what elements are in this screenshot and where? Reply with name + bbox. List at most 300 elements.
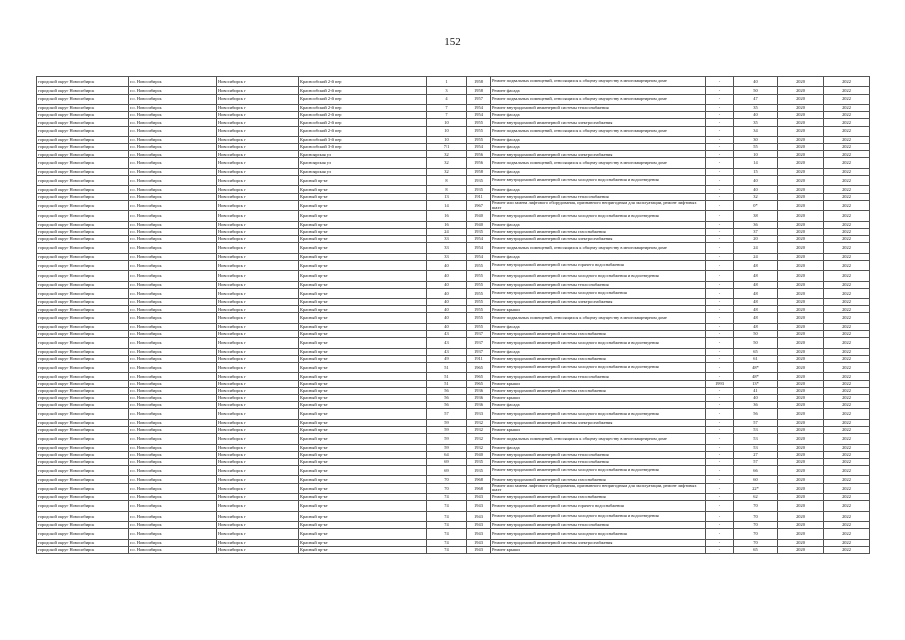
- year-built-cell: 1932: [467, 426, 491, 433]
- last-repair-cell: -: [706, 426, 734, 433]
- last-repair-cell: -: [706, 522, 734, 529]
- year-built-cell: 1954: [467, 235, 491, 242]
- district-cell: г.о. Новосибирск: [129, 380, 217, 387]
- street-cell: Красный пр-кт: [299, 529, 427, 539]
- municipality-cell: городской округ Новосибирск: [37, 77, 129, 87]
- start-year-cell: 2020: [778, 338, 824, 348]
- house-cell: 43: [427, 331, 467, 338]
- last-repair-cell: -: [706, 288, 734, 298]
- district-cell: г.о. Новосибирск: [129, 253, 217, 260]
- work-type-cell: Ремонт фасада: [491, 221, 706, 228]
- street-cell: Красный пр-кт: [299, 387, 427, 394]
- house-cell: 43: [427, 348, 467, 355]
- start-year-cell: 2020: [778, 444, 824, 451]
- city-cell: Новосибирск г: [217, 211, 299, 221]
- last-repair-cell: -: [706, 387, 734, 394]
- start-year-cell: 2020: [778, 511, 824, 521]
- year-built-cell: 1937: [467, 348, 491, 355]
- house-cell: 74: [427, 529, 467, 539]
- wear-cell: 55: [734, 144, 778, 151]
- city-cell: Новосибирск г: [217, 200, 299, 210]
- year-built-cell: 1943: [467, 501, 491, 511]
- district-cell: г.о. Новосибирск: [129, 306, 217, 313]
- municipality-cell: городской округ Новосибирск: [37, 136, 129, 143]
- year-built-cell: 1932: [467, 444, 491, 451]
- year-built-cell: 1943: [467, 546, 491, 553]
- end-year-cell: 2022: [824, 119, 870, 126]
- work-type-cell: Ремонт подвальных помещений, относящихся к общему имуществу в многоквартирном доме: [491, 313, 706, 323]
- year-built-cell: 1955: [467, 260, 491, 270]
- end-year-cell: 2022: [824, 281, 870, 288]
- last-repair-cell: -: [706, 151, 734, 158]
- start-year-cell: 2020: [778, 119, 824, 126]
- table-row: [37, 193, 870, 200]
- wear-cell: 48: [734, 299, 778, 306]
- work-type-cell: Ремонт внутридомовой инженерной системы теплоснабжения: [491, 458, 706, 465]
- city-cell: Новосибирск г: [217, 323, 299, 330]
- work-type-cell: Ремонт внутридомовой инженерной системы электроснабжения: [491, 151, 706, 158]
- street-cell: Красный пр-кт: [299, 281, 427, 288]
- municipality-cell: городской округ Новосибирск: [37, 522, 129, 529]
- year-built-cell: 1965: [467, 380, 491, 387]
- last-repair-cell: -: [706, 281, 734, 288]
- table-row: [37, 235, 870, 242]
- year-built-cell: 1955: [467, 271, 491, 281]
- end-year-cell: 2022: [824, 200, 870, 210]
- start-year-cell: 2020: [778, 144, 824, 151]
- table-row: [37, 444, 870, 451]
- work-type-cell: Ремонт внутридомовой инженерной системы электроснабжения: [491, 235, 706, 242]
- district-cell: г.о. Новосибирск: [129, 373, 217, 380]
- end-year-cell: 2022: [824, 87, 870, 94]
- wear-cell: 36: [734, 221, 778, 228]
- house-cell: 64: [427, 451, 467, 458]
- work-type-cell: Ремонт внутридомовой инженерной системы холодного водоснабжения и водоотведения: [491, 211, 706, 221]
- municipality-cell: городской округ Новосибирск: [37, 112, 129, 119]
- district-cell: г.о. Новосибирск: [129, 483, 217, 493]
- last-repair-cell: -: [706, 434, 734, 444]
- wear-cell: 70: [734, 529, 778, 539]
- end-year-cell: 2022: [824, 313, 870, 323]
- city-cell: Новосибирск г: [217, 221, 299, 228]
- work-type-cell: Ремонт фасада: [491, 136, 706, 143]
- table-row: [37, 466, 870, 476]
- city-cell: Новосибирск г: [217, 419, 299, 426]
- work-type-cell: Ремонт подвальных помещений, относящихся к общему имуществу в многоквартирном доме: [491, 94, 706, 104]
- municipality-cell: городской округ Новосибирск: [37, 494, 129, 501]
- street-cell: Красный пр-кт: [299, 288, 427, 298]
- street-cell: Краснообский 2-й пер: [299, 87, 427, 94]
- street-cell: Красный пр-кт: [299, 253, 427, 260]
- city-cell: Новосибирск г: [217, 136, 299, 143]
- table-row: [37, 288, 870, 298]
- city-cell: Новосибирск г: [217, 444, 299, 451]
- last-repair-cell: -: [706, 546, 734, 553]
- end-year-cell: 2022: [824, 476, 870, 483]
- municipality-cell: городской округ Новосибирск: [37, 193, 129, 200]
- house-cell: 74: [427, 522, 467, 529]
- street-cell: Краснообский 3-й пер: [299, 144, 427, 151]
- work-type-cell: Ремонт подвальных помещений, относящихся к общему имуществу в многоквартирном доме: [491, 126, 706, 136]
- work-type-cell: Ремонт фасада: [491, 402, 706, 409]
- district-cell: г.о. Новосибирск: [129, 193, 217, 200]
- table-row: [37, 501, 870, 511]
- city-cell: Новосибирск г: [217, 253, 299, 260]
- start-year-cell: 2020: [778, 228, 824, 235]
- last-repair-cell: -: [706, 176, 734, 186]
- house-cell: 33: [427, 253, 467, 260]
- year-built-cell: 1955: [467, 136, 491, 143]
- table-row: [37, 281, 870, 288]
- city-cell: Новосибирск г: [217, 483, 299, 493]
- table-row: [37, 373, 870, 380]
- end-year-cell: 2022: [824, 402, 870, 409]
- street-cell: Краснообский 3-й пер: [299, 136, 427, 143]
- street-cell: Красный пр-кт: [299, 419, 427, 426]
- year-built-cell: 1940: [467, 451, 491, 458]
- year-built-cell: 1943: [467, 522, 491, 529]
- end-year-cell: 2022: [824, 211, 870, 221]
- wear-cell: 48: [734, 288, 778, 298]
- year-built-cell: 1940: [467, 211, 491, 221]
- house-cell: 51: [427, 380, 467, 387]
- wear-cell: 48: [734, 271, 778, 281]
- last-repair-cell: -: [706, 211, 734, 221]
- table-row: [37, 355, 870, 362]
- house-cell: 40: [427, 299, 467, 306]
- end-year-cell: 2022: [824, 444, 870, 451]
- last-repair-cell: -: [706, 228, 734, 235]
- district-cell: г.о. Новосибирск: [129, 158, 217, 168]
- city-cell: Новосибирск г: [217, 387, 299, 394]
- wear-cell: 24: [734, 243, 778, 253]
- start-year-cell: 2020: [778, 271, 824, 281]
- house-cell: 32: [427, 168, 467, 175]
- start-year-cell: 2020: [778, 451, 824, 458]
- table-row: [37, 112, 870, 119]
- municipality-cell: городской округ Новосибирск: [37, 176, 129, 186]
- start-year-cell: 2020: [778, 363, 824, 373]
- house-cell: 14: [427, 200, 467, 210]
- year-built-cell: 1935: [467, 228, 491, 235]
- wear-cell: 50: [734, 338, 778, 348]
- last-repair-cell: -: [706, 306, 734, 313]
- municipality-cell: городской округ Новосибирск: [37, 323, 129, 330]
- wear-cell: 53: [734, 426, 778, 433]
- city-cell: Новосибирск г: [217, 501, 299, 511]
- wear-cell: 15: [734, 168, 778, 175]
- last-repair-cell: -: [706, 87, 734, 94]
- street-cell: Красный пр-кт: [299, 546, 427, 553]
- city-cell: Новосибирск г: [217, 228, 299, 235]
- table-row: [37, 186, 870, 193]
- last-repair-cell: -: [706, 260, 734, 270]
- district-cell: г.о. Новосибирск: [129, 186, 217, 193]
- municipality-cell: городской округ Новосибирск: [37, 451, 129, 458]
- start-year-cell: 2020: [778, 494, 824, 501]
- start-year-cell: 2020: [778, 355, 824, 362]
- street-cell: Красный пр-кт: [299, 331, 427, 338]
- district-cell: г.о. Новосибирск: [129, 211, 217, 221]
- wear-cell: 66: [734, 466, 778, 476]
- start-year-cell: 2020: [778, 235, 824, 242]
- start-year-cell: 2020: [778, 529, 824, 539]
- last-repair-cell: -: [706, 409, 734, 419]
- house-cell: 3: [427, 87, 467, 94]
- city-cell: Новосибирск г: [217, 426, 299, 433]
- city-cell: Новосибирск г: [217, 434, 299, 444]
- city-cell: Новосибирск г: [217, 299, 299, 306]
- work-type-cell: Ремонт фасада: [491, 168, 706, 175]
- street-cell: Красный пр-кт: [299, 402, 427, 409]
- street-cell: Красный пр-кт: [299, 444, 427, 451]
- wear-cell: 65: [734, 348, 778, 355]
- street-cell: Красный пр-кт: [299, 235, 427, 242]
- district-cell: г.о. Новосибирск: [129, 501, 217, 511]
- house-cell: 10: [427, 126, 467, 136]
- work-type-cell: Ремонт внутридомовой инженерной системы газоснабжения: [491, 331, 706, 338]
- year-built-cell: 1935: [467, 458, 491, 465]
- district-cell: г.о. Новосибирск: [129, 94, 217, 104]
- last-repair-cell: -: [706, 402, 734, 409]
- work-type-cell: Ремонт подвальных помещений, относящихся к общему имуществу в многоквартирном доме: [491, 434, 706, 444]
- municipality-cell: городской округ Новосибирск: [37, 529, 129, 539]
- last-repair-cell: -: [706, 444, 734, 451]
- year-built-cell: 1933: [467, 409, 491, 419]
- work-type-cell: Ремонт фасада: [491, 186, 706, 193]
- house-cell: 70: [427, 483, 467, 493]
- wear-cell: 32: [734, 193, 778, 200]
- municipality-cell: городской округ Новосибирск: [37, 348, 129, 355]
- street-cell: Красный пр-кт: [299, 299, 427, 306]
- table-row: [37, 158, 870, 168]
- end-year-cell: 2022: [824, 243, 870, 253]
- last-repair-cell: -: [706, 355, 734, 362]
- wear-cell: 65: [734, 546, 778, 553]
- wear-cell: 20: [734, 235, 778, 242]
- wear-cell: 38: [734, 211, 778, 221]
- work-type-cell: Ремонт крыши: [491, 394, 706, 401]
- house-cell: 7: [427, 112, 467, 119]
- district-cell: г.о. Новосибирск: [129, 539, 217, 546]
- year-built-cell: 1932: [467, 419, 491, 426]
- district-cell: г.о. Новосибирск: [129, 221, 217, 228]
- last-repair-cell: -: [706, 363, 734, 373]
- district-cell: г.о. Новосибирск: [129, 348, 217, 355]
- municipality-cell: городской округ Новосибирск: [37, 119, 129, 126]
- street-cell: Красный пр-кт: [299, 426, 427, 433]
- wear-cell: 48: [734, 306, 778, 313]
- last-repair-cell: -: [706, 331, 734, 338]
- table-row: [37, 451, 870, 458]
- city-cell: Новосибирск г: [217, 331, 299, 338]
- year-built-cell: 1936: [467, 387, 491, 394]
- wear-cell: 40: [734, 186, 778, 193]
- end-year-cell: 2022: [824, 112, 870, 119]
- last-repair-cell: -: [706, 271, 734, 281]
- house-cell: 10: [427, 136, 467, 143]
- work-type-cell: Ремонт крыши: [491, 306, 706, 313]
- start-year-cell: 2020: [778, 94, 824, 104]
- table-row: [37, 387, 870, 394]
- work-type-cell: Ремонт внутридомовой инженерной системы теплоснабжения: [491, 373, 706, 380]
- wear-cell: 48: [734, 313, 778, 323]
- end-year-cell: 2022: [824, 419, 870, 426]
- last-repair-cell: -: [706, 394, 734, 401]
- municipality-cell: городской округ Новосибирск: [37, 402, 129, 409]
- last-repair-cell: -: [706, 451, 734, 458]
- district-cell: г.о. Новосибирск: [129, 466, 217, 476]
- district-cell: г.о. Новосибирск: [129, 77, 217, 87]
- municipality-cell: городской округ Новосибирск: [37, 458, 129, 465]
- start-year-cell: 2020: [778, 539, 824, 546]
- table-row: [37, 426, 870, 433]
- last-repair-cell: -: [706, 221, 734, 228]
- table-row: [37, 243, 870, 253]
- work-type-cell: Ремонт внутридомовой инженерной системы холодного водоснабжения: [491, 529, 706, 539]
- table-row: [37, 271, 870, 281]
- municipality-cell: городской округ Новосибирск: [37, 126, 129, 136]
- year-built-cell: 1955: [467, 288, 491, 298]
- house-cell: 13: [427, 193, 467, 200]
- start-year-cell: 2020: [778, 331, 824, 338]
- house-cell: 74: [427, 546, 467, 553]
- city-cell: Новосибирск г: [217, 409, 299, 419]
- table-row: [37, 136, 870, 143]
- last-repair-cell: -: [706, 193, 734, 200]
- year-built-cell: 1954: [467, 104, 491, 111]
- wear-cell: 24: [734, 253, 778, 260]
- street-cell: Краснообский 2-й пер: [299, 112, 427, 119]
- street-cell: Красный пр-кт: [299, 211, 427, 221]
- table-row: [37, 151, 870, 158]
- municipality-cell: городской округ Новосибирск: [37, 387, 129, 394]
- city-cell: Новосибирск г: [217, 151, 299, 158]
- start-year-cell: 2020: [778, 501, 824, 511]
- end-year-cell: 2022: [824, 363, 870, 373]
- municipality-cell: городской округ Новосибирск: [37, 539, 129, 546]
- municipality-cell: городской округ Новосибирск: [37, 281, 129, 288]
- wear-cell: 40: [734, 112, 778, 119]
- wear-cell: 40: [734, 394, 778, 401]
- year-built-cell: 1958: [467, 87, 491, 94]
- table-row: [37, 168, 870, 175]
- district-cell: г.о. Новосибирск: [129, 529, 217, 539]
- city-cell: Новосибирск г: [217, 522, 299, 529]
- end-year-cell: 2022: [824, 193, 870, 200]
- start-year-cell: 2020: [778, 243, 824, 253]
- table-row: [37, 394, 870, 401]
- end-year-cell: 2022: [824, 271, 870, 281]
- municipality-cell: городской округ Новосибирск: [37, 511, 129, 521]
- district-cell: г.о. Новосибирск: [129, 119, 217, 126]
- district-cell: г.о. Новосибирск: [129, 331, 217, 338]
- district-cell: г.о. Новосибирск: [129, 338, 217, 348]
- street-cell: Красный пр-кт: [299, 539, 427, 546]
- district-cell: г.о. Новосибирск: [129, 136, 217, 143]
- end-year-cell: 2022: [824, 331, 870, 338]
- city-cell: Новосибирск г: [217, 235, 299, 242]
- district-cell: г.о. Новосибирск: [129, 228, 217, 235]
- start-year-cell: 2020: [778, 87, 824, 94]
- work-type-cell: Ремонт внутридомовой инженерной системы горячего водоснабжения: [491, 260, 706, 270]
- end-year-cell: 2022: [824, 466, 870, 476]
- start-year-cell: 2020: [778, 466, 824, 476]
- start-year-cell: 2020: [778, 211, 824, 221]
- municipality-cell: городской округ Новосибирск: [37, 151, 129, 158]
- street-cell: Красный пр-кт: [299, 221, 427, 228]
- city-cell: Новосибирск г: [217, 313, 299, 323]
- end-year-cell: 2022: [824, 158, 870, 168]
- start-year-cell: 2020: [778, 434, 824, 444]
- municipality-cell: городской округ Новосибирск: [37, 288, 129, 298]
- start-year-cell: 2020: [778, 299, 824, 306]
- municipality-cell: городской округ Новосибирск: [37, 313, 129, 323]
- table-row: [37, 522, 870, 529]
- table-row: [37, 338, 870, 348]
- district-cell: г.о. Новосибирск: [129, 426, 217, 433]
- year-built-cell: 1943: [467, 511, 491, 521]
- last-repair-cell: 1993: [706, 380, 734, 387]
- house-cell: 40: [427, 281, 467, 288]
- wear-cell: 70: [734, 511, 778, 521]
- table-row: [37, 511, 870, 521]
- last-repair-cell: -: [706, 529, 734, 539]
- start-year-cell: 2020: [778, 288, 824, 298]
- start-year-cell: 2020: [778, 77, 824, 87]
- house-cell: 59: [427, 434, 467, 444]
- end-year-cell: 2022: [824, 323, 870, 330]
- house-cell: 69: [427, 458, 467, 465]
- municipality-cell: городской округ Новосибирск: [37, 331, 129, 338]
- wear-cell: 57: [734, 419, 778, 426]
- year-built-cell: 1958: [467, 77, 491, 87]
- street-cell: Красный пр-кт: [299, 522, 427, 529]
- start-year-cell: 2020: [778, 426, 824, 433]
- municipality-cell: городской округ Новосибирск: [37, 87, 129, 94]
- house-cell: 51: [427, 363, 467, 373]
- start-year-cell: 2020: [778, 136, 824, 143]
- city-cell: Новосибирск г: [217, 494, 299, 501]
- district-cell: г.о. Новосибирск: [129, 546, 217, 553]
- work-type-cell: Ремонт крыши: [491, 426, 706, 433]
- city-cell: Новосибирск г: [217, 193, 299, 200]
- last-repair-cell: -: [706, 136, 734, 143]
- start-year-cell: 2020: [778, 112, 824, 119]
- street-cell: Красноярская ул: [299, 168, 427, 175]
- house-cell: 16: [427, 211, 467, 221]
- district-cell: г.о. Новосибирск: [129, 176, 217, 186]
- work-type-cell: Ремонт внутридомовой инженерной системы газоснабжения: [491, 387, 706, 394]
- end-year-cell: 2022: [824, 522, 870, 529]
- municipality-cell: городской округ Новосибирск: [37, 476, 129, 483]
- district-cell: г.о. Новосибирск: [129, 271, 217, 281]
- district-cell: г.о. Новосибирск: [129, 458, 217, 465]
- start-year-cell: 2020: [778, 476, 824, 483]
- end-year-cell: 2022: [824, 458, 870, 465]
- city-cell: Новосибирск г: [217, 529, 299, 539]
- house-cell: 7/1: [427, 144, 467, 151]
- year-built-cell: 1954: [467, 243, 491, 253]
- city-cell: Новосибирск г: [217, 176, 299, 186]
- wear-cell: 40: [734, 77, 778, 87]
- street-cell: Красный пр-кт: [299, 338, 427, 348]
- house-cell: 57: [427, 409, 467, 419]
- work-type-cell: Ремонт внутридомовой инженерной системы теплоснабжения: [491, 104, 706, 111]
- house-cell: 74: [427, 494, 467, 501]
- district-cell: г.о. Новосибирск: [129, 299, 217, 306]
- district-cell: г.о. Новосибирск: [129, 363, 217, 373]
